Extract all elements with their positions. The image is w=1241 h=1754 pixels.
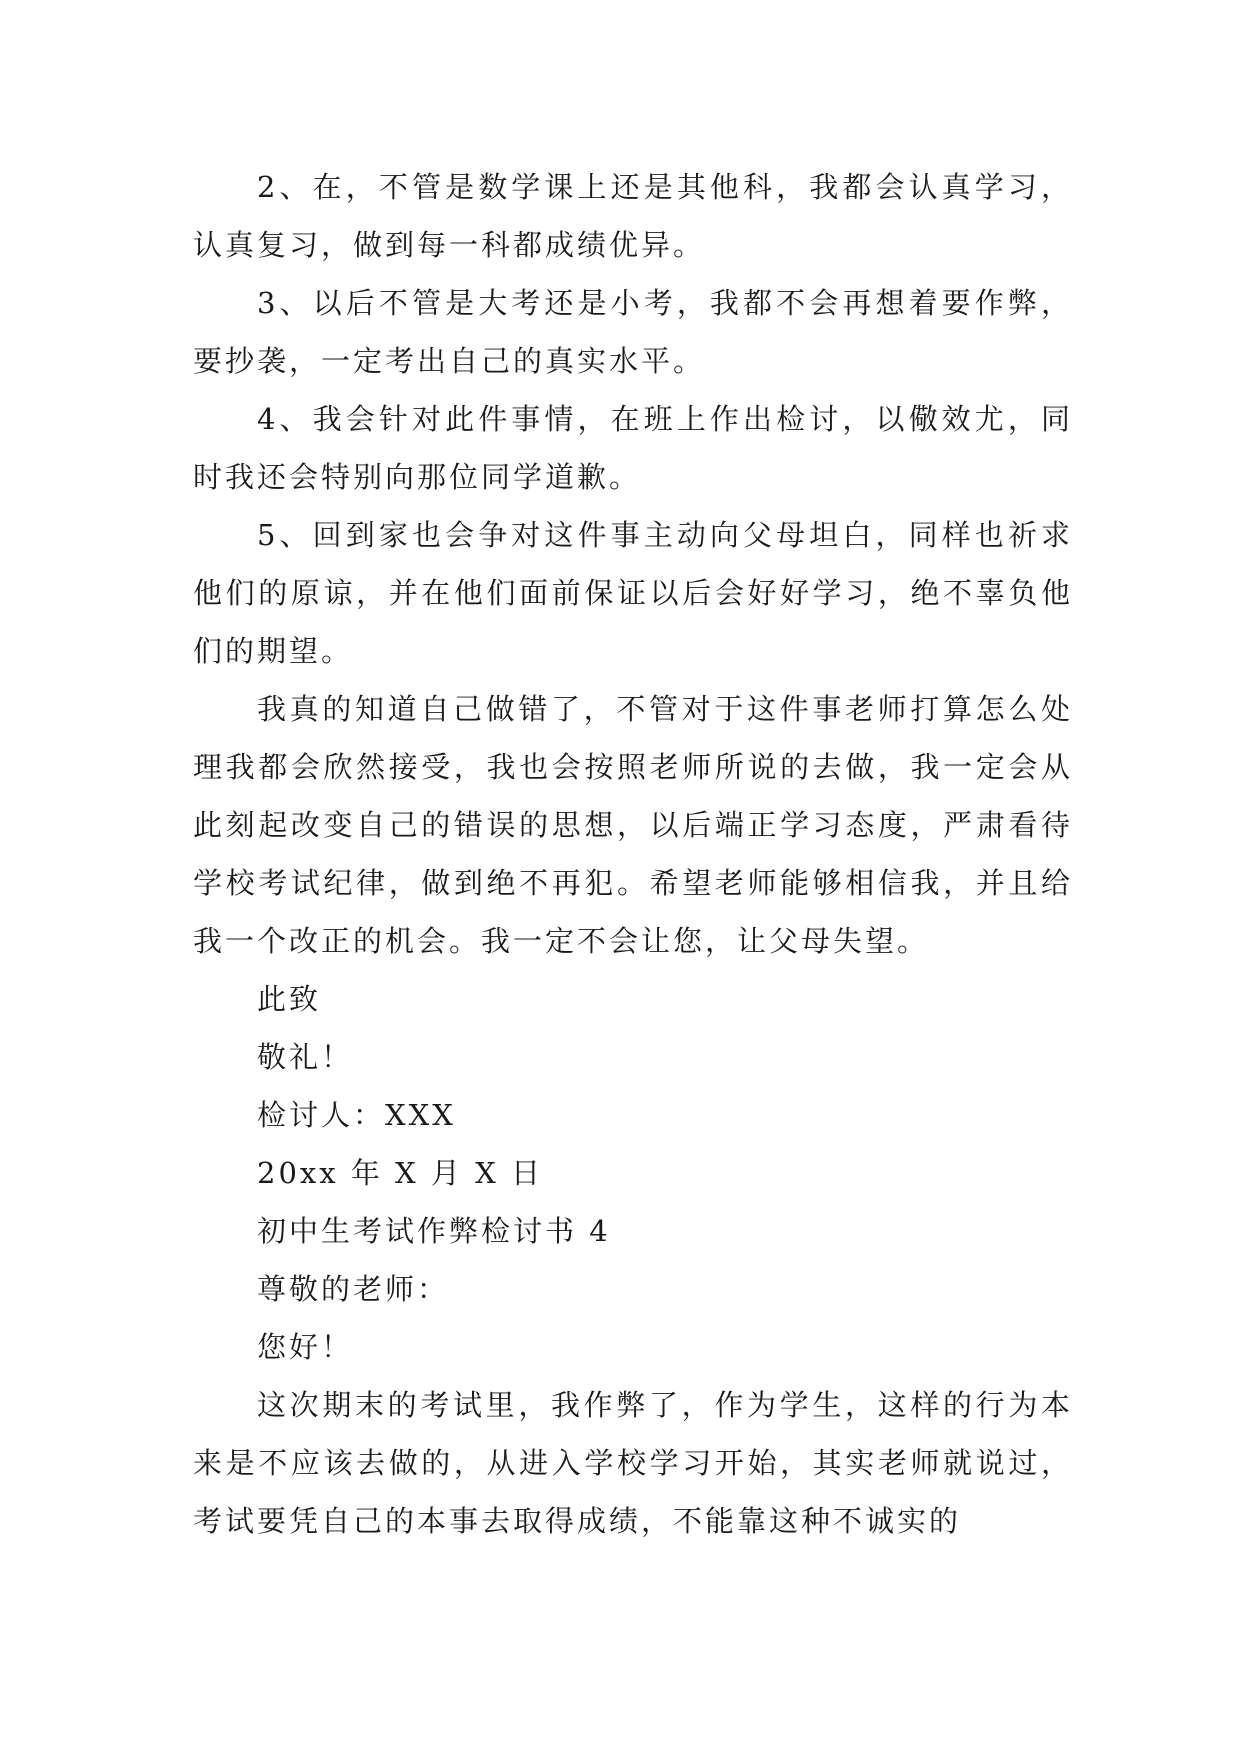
date: 20xx 年 X 月 X 日 (257, 1156, 543, 1190)
paragraph-apology: 我真的知道自己做错了，不管对于这件事老师打算怎么处理我都会欣然接受，我也会按照老师所说的去做，我一定会从此刻起改变自己的错误的思想，以后端正学习态度，严肃看待学校考试纪律，做到绝不再犯。希望老师能够相信我，并且给我一个改正的机会。我一定不会让您，让父母失望。 (193, 692, 1073, 958)
salutation: 尊敬的老师： (257, 1272, 450, 1306)
paragraph-item-5: 5、回到家也会争对这件事主动向父母坦白，同样也祈求他们的原谅，并在他们面前保证以后会好好学习，绝不辜负他们的期望。 (193, 518, 1073, 668)
paragraph-item-4: 4、我会针对此件事情，在班上作出检讨，以儆效尤，同时我还会特别向那位同学道歉。 (193, 402, 1073, 494)
paragraph-item-3: 3、以后不管是大考还是小考，我都不会再想着要作弊，要抄袭，一定考出自己的真实水平。 (193, 286, 1073, 378)
closing-greeting-1: 此致 (257, 982, 322, 1016)
document-body (193, 158, 1073, 1550)
closing-greeting-2: 敬礼！ (257, 1040, 354, 1074)
signer: 检讨人：XXX (257, 1098, 456, 1132)
paragraph-intro: 这次期末的考试里，我作弊了，作为学生，这样的行为本来是不应该去做的，从进入学校学习开始，其实老师就说过，考试要凭自己的本事去取得成绩，不能靠这种不诚实的 (193, 1388, 1073, 1538)
hello: 您好！ (257, 1330, 354, 1364)
paragraph-item-2: 2、在，不管是数学课上还是其他科，我都会认真学习，认真复习，做到每一科都成绩优异。 (193, 170, 1073, 262)
section-title: 初中生考试作弊检讨书 4 (257, 1214, 611, 1248)
